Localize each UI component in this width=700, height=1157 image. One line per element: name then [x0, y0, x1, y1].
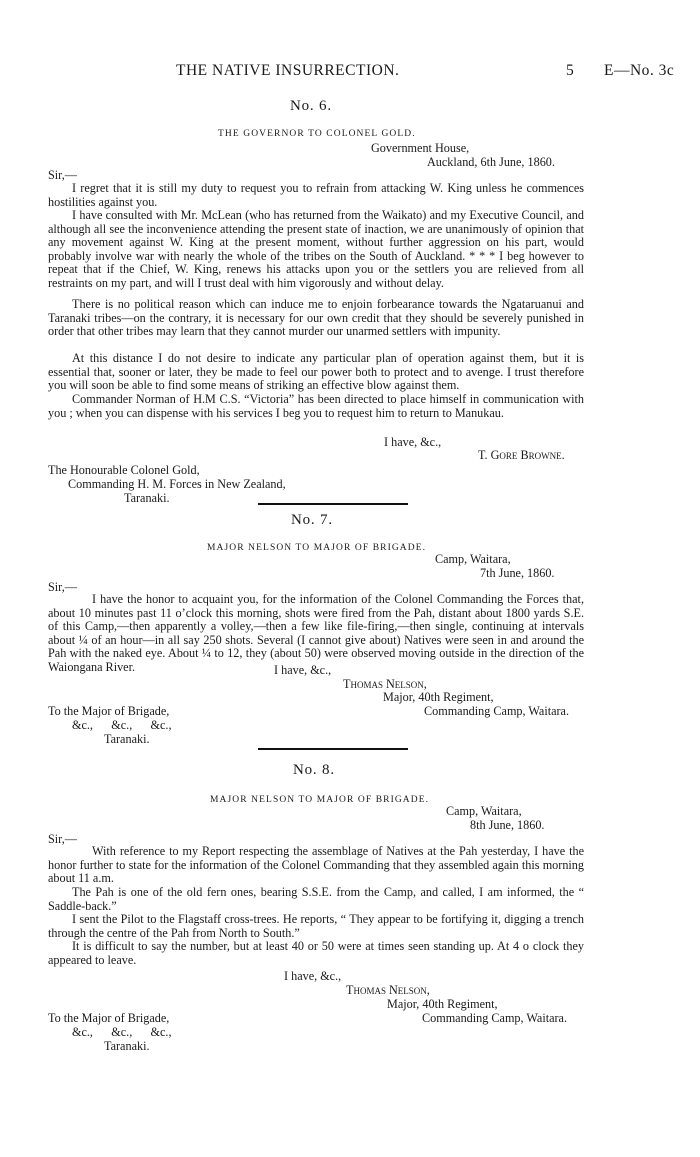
- letter-8-salutation: Sir,—: [48, 832, 77, 846]
- letter-8-rank: Major, 40th Regiment,: [387, 997, 498, 1011]
- letter-8-address-line-2: &c., &c., &c.,: [72, 1025, 172, 1039]
- letter-8-heading: MAJOR NELSON TO MAJOR OF BRIGADE.: [210, 795, 430, 805]
- letter-6-paragraph-5: Commander Norman of H.M C.S. “Victoria” has been directed to place himself in communication with you ; when you can dispense with his services I beg you to request him to return to Manukau.: [48, 392, 584, 420]
- letter-8-paragraph-4: It is difficult to say the number, but at least 40 or 50 were at times seen standing up. At 4 o clock they appeared to leave.: [48, 939, 584, 967]
- letter-6-paragraph-2: I have consulted with Mr. McLean (who has returned from the Waikato) and my Executive Council, and although all see the inconvenience attending the present state of inaction, we are unanimously of opinion that any movement against W. King at the present moment, without further aggression on his part, would probably involve war with nearly the whole of the tribes on the South of Auckland. * * * I beg however to repeat that if the Chief, W. King, renews his attacks upon you or the settlers you are relieved from all restraints on my part, and will I trust deal with him vigorously and without delay.: [48, 208, 584, 290]
- running-title: THE NATIVE INSURRECTION.: [176, 62, 400, 79]
- letter-7-closing: I have, &c.,: [274, 663, 332, 677]
- section-divider: [258, 748, 408, 750]
- letter-7-number: No. 7.: [291, 512, 333, 528]
- letter-7-date: 7th June, 1860.: [480, 566, 555, 580]
- letter-6-address-line-3: Taranaki.: [124, 491, 170, 505]
- letter-8-number: No. 8.: [293, 762, 335, 778]
- letter-6-address-line-2: Commanding H. M. Forces in New Zealand,: [68, 477, 286, 491]
- letter-8-place: Camp, Waitara,: [446, 804, 522, 818]
- letter-6-paragraph-1: I regret that it is still my duty to request you to refrain from attacking W. King unless he commences hostilities against you.: [48, 181, 584, 209]
- letter-7-paragraph-1: I have the honor to acquaint you, for the information of the Colonel Commanding the Forces that, about 10 minutes past 11 o’clock this morning, shots were fired from the Pah, distant about 1800 yards S.E. of this Camp,—then apparently a volley,—then a few like file-firing,—then single, continuing at intervals about ¼ of an hour—in all say 250 shots. Several (I cannot give about) Natives were seen in and around the Pah with the naked eye. About ¼ to 12, they (about 50) were observed moving outside in the direction of the Waiongana River.: [48, 592, 584, 674]
- letter-6-place: Government House,: [371, 141, 470, 155]
- letter-8-date: 8th June, 1860.: [470, 818, 545, 832]
- letter-8-paragraph-3: I sent the Pilot to the Flagstaff cross-trees. He reports, “ They appear to be fortifying it, digging a trench through the centre of the Pah from North to South.”: [48, 912, 584, 940]
- letter-6-address-line-1: The Honourable Colonel Gold,: [48, 463, 200, 477]
- letter-7-address-line-2: &c., &c., &c.,: [72, 718, 172, 732]
- letter-7-place: Camp, Waitara,: [435, 552, 511, 566]
- section-divider: [258, 503, 408, 505]
- letter-6-salutation: Sir,—: [48, 168, 77, 182]
- letter-7-address-line-3: Taranaki.: [104, 732, 150, 746]
- letter-6-closing: I have, &c.,: [384, 435, 442, 449]
- letter-8-paragraph-1: With reference to my Report respecting the assemblage of Natives at the Pah yesterday, I have the honor further to state for the information of the Colonel Commanding that they assembled again this morning about 11 a.m.: [48, 844, 584, 885]
- letter-7-rank: Major, 40th Regiment,: [383, 690, 494, 704]
- letter-6-signature: T. Gore Browne.: [478, 448, 565, 462]
- letter-6-heading: THE GOVERNOR TO COLONEL GOLD.: [218, 129, 416, 139]
- letter-6-date: Auckland, 6th June, 1860.: [427, 155, 555, 169]
- paper-reference: E—No. 3c: [604, 62, 675, 79]
- letter-8-signature: Thomas Nelson,: [346, 983, 430, 997]
- letter-6-number: No. 6.: [290, 98, 332, 114]
- letter-7-salutation: Sir,—: [48, 580, 77, 594]
- letter-7-signature: Thomas Nelson,: [343, 677, 427, 691]
- page-number: 5: [566, 62, 575, 79]
- letter-8-address-line-1: To the Major of Brigade,: [48, 1011, 170, 1025]
- letter-7-command: Commanding Camp, Waitara.: [424, 704, 570, 718]
- letter-6-paragraph-4: At this distance I do not desire to indicate any particular plan of operation against them, but it is essential that, sooner or later, they be made to feel our power both to protect and to avenge. I trust therefore you will soon be able to find some means of striking an effective blow against them.: [48, 351, 584, 392]
- letter-8-paragraph-2: The Pah is one of the old fern ones, bearing S.S.E. from the Camp, and called, I am informed, the “ Saddle-back.”: [48, 885, 584, 913]
- letter-7-heading: MAJOR NELSON TO MAJOR OF BRIGADE.: [207, 543, 427, 553]
- letter-8-address-line-3: Taranaki.: [104, 1039, 150, 1053]
- letter-8-closing: I have, &c.,: [284, 969, 342, 983]
- letter-6-paragraph-3: There is no political reason which can induce me to enjoin forbearance towards the Ngataruanui and Taranaki tribes—on the contrary, it is necessary for our own credit that they should be severely punished in order that other tribes may learn that they cannot murder our unarmed settlers with impunity.: [48, 297, 584, 338]
- letter-7-address-line-1: To the Major of Brigade,: [48, 704, 170, 718]
- letter-8-command: Commanding Camp, Waitara.: [422, 1011, 568, 1025]
